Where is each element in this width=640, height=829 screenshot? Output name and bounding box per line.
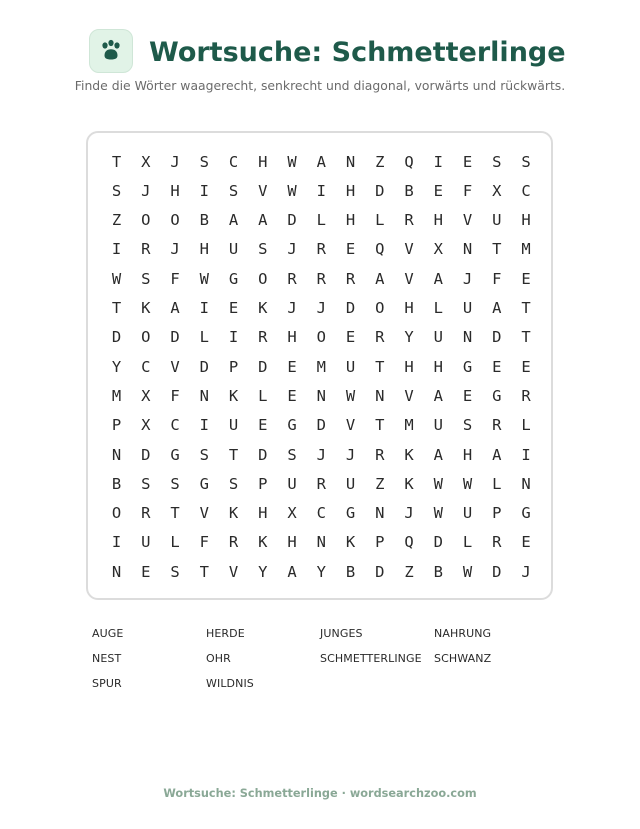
grid-cell[interactable]: U bbox=[462, 504, 473, 523]
grid-cell[interactable]: C bbox=[170, 416, 180, 435]
grid-cell[interactable]: I bbox=[199, 181, 210, 200]
grid-cell[interactable]: L bbox=[492, 474, 502, 493]
grid-cell[interactable]: E bbox=[521, 357, 531, 376]
grid-cell[interactable]: T bbox=[228, 445, 239, 464]
grid-cell[interactable]: V bbox=[404, 386, 414, 405]
grid-cell[interactable]: A bbox=[228, 211, 239, 230]
grid-cell[interactable]: D bbox=[258, 445, 268, 464]
grid-cell[interactable]: R bbox=[521, 386, 531, 405]
grid-cell[interactable]: E bbox=[345, 328, 356, 347]
grid-cell[interactable]: X bbox=[433, 240, 444, 259]
grid-cell[interactable]: I bbox=[199, 416, 210, 435]
grid-cell[interactable]: V bbox=[404, 269, 414, 288]
grid-cell[interactable]: Q bbox=[404, 152, 414, 171]
grid-cell[interactable]: Q bbox=[404, 533, 414, 552]
grid-cell[interactable]: R bbox=[492, 416, 502, 435]
grid-cell[interactable]: R bbox=[492, 533, 502, 552]
grid-cell[interactable]: X bbox=[141, 152, 151, 171]
grid-cell[interactable]: W bbox=[462, 562, 473, 581]
grid-cell[interactable]: W bbox=[433, 474, 444, 493]
grid-cell[interactable]: F bbox=[199, 533, 210, 552]
grid-cell[interactable]: L bbox=[521, 416, 531, 435]
grid-cell[interactable]: N bbox=[345, 152, 356, 171]
grid-cell[interactable]: N bbox=[375, 504, 385, 523]
grid-cell[interactable]: I bbox=[111, 240, 122, 259]
grid-cell[interactable]: U bbox=[228, 240, 239, 259]
grid-cell[interactable]: L bbox=[375, 211, 385, 230]
grid-cell[interactable]: A bbox=[170, 299, 180, 317]
word-list-item: NAHRUNG bbox=[434, 627, 492, 640]
grid-cell[interactable]: D bbox=[111, 328, 122, 347]
grid-cell[interactable]: S bbox=[228, 474, 239, 493]
grid-cell[interactable]: E bbox=[462, 152, 473, 171]
grid-cell[interactable]: U bbox=[433, 328, 444, 347]
grid-cell[interactable]: P bbox=[228, 357, 239, 376]
grid-cell[interactable]: Y bbox=[258, 562, 268, 581]
word-list-item: SCHMETTERLINGE bbox=[320, 652, 422, 665]
grid-cell[interactable]: D bbox=[492, 562, 502, 581]
grid-cell[interactable]: D bbox=[287, 211, 297, 230]
grid-cell[interactable]: G bbox=[199, 474, 210, 493]
grid-cell[interactable]: D bbox=[258, 357, 268, 376]
grid-cell[interactable]: J bbox=[170, 152, 180, 171]
grid-cell[interactable]: A bbox=[258, 211, 268, 230]
grid-cell[interactable]: H bbox=[170, 181, 180, 200]
grid-cell[interactable]: A bbox=[316, 152, 327, 171]
grid-cell[interactable]: J bbox=[316, 445, 327, 464]
grid-cell[interactable]: O bbox=[111, 504, 122, 523]
grid-cell[interactable]: D bbox=[345, 299, 356, 317]
grid-cell[interactable]: R bbox=[375, 445, 385, 464]
grid-cell[interactable]: K bbox=[345, 533, 356, 552]
grid-cell[interactable]: T bbox=[492, 240, 502, 259]
grid-cell[interactable]: K bbox=[258, 299, 268, 317]
grid-cell[interactable]: H bbox=[258, 504, 268, 523]
grid-cell[interactable]: A bbox=[492, 445, 502, 464]
grid-cell[interactable]: K bbox=[228, 386, 239, 405]
footer: Wortsuche: Schmetterlinge · wordsearchzoo.com bbox=[163, 787, 477, 800]
grid-cell[interactable]: E bbox=[141, 562, 151, 581]
grid-cell[interactable]: J bbox=[462, 269, 473, 288]
grid-cell[interactable]: E bbox=[492, 357, 502, 376]
grid-cell[interactable]: R bbox=[345, 269, 356, 288]
grid-cell[interactable]: E bbox=[345, 240, 356, 259]
grid-cell[interactable]: G bbox=[521, 504, 531, 523]
grid-cell[interactable]: K bbox=[404, 474, 414, 493]
grid-cell[interactable]: F bbox=[462, 181, 473, 200]
grid-cell[interactable]: O bbox=[258, 269, 268, 288]
grid-cell[interactable]: R bbox=[316, 240, 327, 259]
grid-cell[interactable]: V bbox=[345, 416, 356, 435]
grid-cell[interactable]: J bbox=[345, 445, 356, 464]
grid-cell[interactable]: Y bbox=[404, 328, 414, 347]
grid-cell[interactable]: L bbox=[258, 386, 268, 405]
grid-cell[interactable]: E bbox=[521, 269, 531, 288]
grid-cell[interactable]: P bbox=[375, 533, 385, 552]
grid-cell[interactable]: N bbox=[521, 474, 531, 493]
grid-cell[interactable]: N bbox=[316, 386, 327, 405]
grid-cell[interactable]: V bbox=[199, 504, 210, 523]
grid-cell[interactable]: P bbox=[258, 474, 268, 493]
grid-cell[interactable]: N bbox=[111, 562, 122, 581]
grid-cell[interactable]: S bbox=[170, 562, 180, 581]
grid-cell[interactable]: T bbox=[170, 504, 180, 523]
grid-cell[interactable]: M bbox=[521, 240, 531, 259]
grid-cell[interactable]: U bbox=[345, 474, 356, 493]
grid-cell[interactable]: O bbox=[141, 211, 151, 230]
grid-cell[interactable]: I bbox=[521, 445, 531, 464]
grid-cell[interactable]: I bbox=[228, 328, 239, 347]
grid-cell[interactable]: U bbox=[462, 299, 473, 317]
grid-cell[interactable]: C bbox=[141, 357, 151, 376]
grid-cell[interactable]: R bbox=[316, 269, 327, 288]
grid-cell[interactable]: J bbox=[404, 504, 414, 523]
grid-cell[interactable]: J bbox=[170, 240, 180, 259]
grid-cell[interactable]: S bbox=[199, 445, 210, 464]
grid-cell[interactable]: E bbox=[521, 533, 531, 552]
word-list-item: OHR bbox=[206, 652, 231, 665]
grid-cell[interactable]: E bbox=[462, 386, 473, 405]
grid-cell[interactable]: X bbox=[287, 504, 297, 523]
grid-cell[interactable]: S bbox=[287, 445, 297, 464]
grid-cell[interactable]: G bbox=[492, 386, 502, 405]
page-title: Wortsuche: Schmetterlinge bbox=[149, 37, 566, 68]
grid-cell[interactable]: U bbox=[433, 416, 444, 435]
grid-cell[interactable]: Q bbox=[375, 240, 385, 259]
grid-cell[interactable]: Z bbox=[375, 152, 385, 171]
grid-cell[interactable]: D bbox=[375, 181, 385, 200]
grid-cell[interactable]: H bbox=[345, 181, 356, 200]
grid-cell[interactable]: R bbox=[375, 328, 385, 347]
grid-cell[interactable]: R bbox=[141, 504, 151, 523]
word-list-item: NEST bbox=[92, 652, 122, 665]
grid-cell[interactable]: M bbox=[404, 416, 414, 435]
grid-cell[interactable]: G bbox=[228, 269, 239, 288]
grid-cell[interactable]: H bbox=[433, 211, 444, 230]
grid-cell[interactable]: D bbox=[141, 445, 151, 464]
grid-cell[interactable]: G bbox=[462, 357, 473, 376]
grid-cell[interactable]: N bbox=[111, 445, 122, 464]
grid-cell[interactable]: N bbox=[199, 386, 210, 405]
grid-cell[interactable]: A bbox=[433, 269, 444, 288]
grid-cell[interactable]: A bbox=[287, 562, 297, 581]
grid-cell[interactable]: V bbox=[404, 240, 414, 259]
grid-cell[interactable]: L bbox=[316, 211, 327, 230]
grid-cell[interactable]: J bbox=[316, 299, 327, 317]
grid-cell[interactable]: D bbox=[316, 416, 327, 435]
grid-cell[interactable]: R bbox=[316, 474, 327, 493]
grid-cell[interactable]: H bbox=[404, 299, 414, 317]
grid-cell[interactable]: S bbox=[141, 474, 151, 493]
grid-cell[interactable]: D bbox=[492, 328, 502, 347]
grid-cell[interactable]: D bbox=[170, 328, 180, 347]
grid-cell[interactable]: B bbox=[404, 181, 414, 200]
grid-cell[interactable]: A bbox=[433, 386, 444, 405]
grid-cell[interactable]: U bbox=[345, 357, 356, 376]
grid-cell[interactable]: X bbox=[141, 386, 151, 405]
grid-cell[interactable]: X bbox=[492, 181, 502, 200]
grid-cell[interactable]: W bbox=[287, 181, 297, 200]
grid-cell[interactable]: G bbox=[287, 416, 297, 435]
grid-cell[interactable]: C bbox=[521, 181, 531, 200]
grid-cell[interactable]: G bbox=[170, 445, 180, 464]
grid-cell[interactable]: L bbox=[433, 299, 444, 317]
grid-cell[interactable]: E bbox=[228, 299, 239, 317]
grid-cell[interactable]: H bbox=[258, 152, 268, 171]
grid-cell[interactable]: D bbox=[375, 562, 385, 581]
grid-cell[interactable]: A bbox=[433, 445, 444, 464]
grid-cell[interactable]: O bbox=[141, 328, 151, 347]
word-list-item: AUGE bbox=[92, 627, 124, 640]
grid-cell[interactable]: H bbox=[462, 445, 473, 464]
grid-cell[interactable]: X bbox=[141, 416, 151, 435]
grid-cell[interactable]: K bbox=[228, 504, 239, 523]
grid-cell[interactable]: I bbox=[111, 533, 122, 552]
grid-cell[interactable]: W bbox=[345, 386, 356, 405]
grid-cell[interactable]: J bbox=[287, 299, 297, 317]
grid-cell[interactable]: U bbox=[492, 211, 502, 230]
grid-cell[interactable]: F bbox=[492, 269, 502, 288]
grid-cell[interactable]: W bbox=[462, 474, 473, 493]
grid-cell[interactable]: Z bbox=[404, 562, 414, 581]
grid-cell[interactable]: N bbox=[462, 240, 473, 259]
grid-cell[interactable]: K bbox=[258, 533, 268, 552]
grid-cell[interactable]: Z bbox=[375, 474, 385, 493]
paw-icon bbox=[98, 38, 124, 64]
grid-cell[interactable]: W bbox=[287, 152, 297, 171]
grid-cell[interactable]: L bbox=[170, 533, 180, 552]
grid-cell[interactable]: O bbox=[316, 328, 327, 347]
grid-cell[interactable]: T bbox=[375, 416, 385, 435]
grid-cell[interactable]: T bbox=[199, 562, 210, 581]
grid-cell[interactable]: H bbox=[521, 211, 531, 230]
grid-cell[interactable]: N bbox=[375, 386, 385, 405]
grid-cell[interactable]: C bbox=[316, 504, 327, 523]
grid-cell[interactable]: V bbox=[228, 562, 239, 581]
grid-cell[interactable]: F bbox=[170, 269, 180, 288]
grid-cell[interactable]: U bbox=[287, 474, 297, 493]
grid-cell[interactable]: S bbox=[462, 416, 473, 435]
word-list-item: SCHWANZ bbox=[434, 652, 492, 665]
grid-cell[interactable]: T bbox=[111, 152, 122, 171]
grid-cell[interactable]: S bbox=[521, 152, 531, 171]
grid-cell[interactable]: H bbox=[404, 357, 414, 376]
grid-cell[interactable]: W bbox=[433, 504, 444, 523]
grid-cell[interactable]: E bbox=[287, 357, 297, 376]
grid-cell[interactable]: T bbox=[521, 328, 531, 347]
grid-cell[interactable]: R bbox=[141, 240, 151, 259]
grid-cell[interactable]: S bbox=[170, 474, 180, 493]
grid-cell[interactable]: J bbox=[141, 181, 151, 200]
grid-cell[interactable]: S bbox=[199, 152, 210, 171]
grid-cell[interactable]: J bbox=[521, 562, 531, 581]
grid-cell[interactable]: H bbox=[287, 533, 297, 552]
grid-cell[interactable]: T bbox=[521, 299, 531, 317]
grid-cell[interactable]: P bbox=[111, 416, 122, 435]
grid-cell[interactable]: D bbox=[199, 357, 210, 376]
grid-cell[interactable]: V bbox=[258, 181, 268, 200]
instructions: Finde die Wörter waagerecht, senkrecht und diagonal, vorwärts und rückwärts. bbox=[74, 78, 566, 93]
grid-cell[interactable]: E bbox=[287, 386, 297, 405]
grid-cell[interactable]: K bbox=[404, 445, 414, 464]
grid-cell[interactable]: F bbox=[170, 386, 180, 405]
grid-cell[interactable]: H bbox=[345, 211, 356, 230]
word-list-item: WILDNIS bbox=[206, 677, 254, 690]
grid-cell[interactable]: Z bbox=[111, 211, 122, 230]
grid-cell[interactable]: Y bbox=[316, 562, 327, 581]
logo bbox=[89, 29, 133, 73]
word-list-item: SPUR bbox=[92, 677, 122, 690]
grid-cell[interactable]: H bbox=[287, 328, 297, 347]
grid-cell[interactable]: D bbox=[433, 533, 444, 552]
grid-cell[interactable]: S bbox=[111, 181, 122, 200]
grid-cell[interactable]: K bbox=[141, 299, 151, 317]
grid-cell[interactable]: U bbox=[141, 533, 151, 552]
grid-cell[interactable]: B bbox=[433, 562, 444, 581]
grid-cell[interactable]: O bbox=[170, 211, 180, 230]
grid-cell[interactable]: B bbox=[111, 474, 122, 493]
word-list-item: JUNGES bbox=[320, 627, 363, 640]
grid-cell[interactable]: P bbox=[492, 504, 502, 523]
grid-cell[interactable]: T bbox=[375, 357, 385, 376]
grid-cell[interactable]: V bbox=[462, 211, 473, 230]
grid-cell[interactable]: A bbox=[375, 269, 385, 288]
grid-cell[interactable]: R bbox=[228, 533, 239, 552]
grid-cell[interactable]: W bbox=[199, 269, 210, 288]
header bbox=[0, 29, 640, 77]
grid-cell[interactable]: V bbox=[170, 357, 180, 376]
grid-cell[interactable]: M bbox=[316, 357, 327, 376]
grid-cell[interactable]: G bbox=[345, 504, 356, 523]
grid-cell[interactable]: E bbox=[433, 181, 444, 200]
grid-cell[interactable]: R bbox=[287, 269, 297, 288]
grid-cell[interactable]: B bbox=[199, 211, 210, 230]
grid-cell[interactable]: L bbox=[199, 328, 210, 347]
grid-cell[interactable]: N bbox=[462, 328, 473, 347]
grid-cell[interactable]: B bbox=[345, 562, 356, 581]
grid-cell[interactable]: W bbox=[111, 269, 122, 288]
grid-cell[interactable]: H bbox=[199, 240, 210, 259]
grid-cell[interactable]: T bbox=[111, 299, 122, 317]
grid-cell[interactable]: Y bbox=[111, 357, 122, 376]
grid-cell[interactable]: H bbox=[433, 357, 444, 376]
grid-cell[interactable]: S bbox=[141, 269, 151, 288]
grid-cell[interactable]: S bbox=[492, 152, 502, 171]
grid-cell[interactable]: L bbox=[462, 533, 473, 552]
grid-cell[interactable]: S bbox=[258, 240, 268, 259]
grid-cell[interactable]: I bbox=[316, 181, 327, 200]
grid-cell[interactable]: U bbox=[228, 416, 239, 435]
grid-cell[interactable]: J bbox=[287, 240, 297, 259]
word-list-item: HERDE bbox=[206, 627, 245, 640]
grid-cell[interactable]: A bbox=[492, 299, 502, 317]
grid-cell[interactable]: R bbox=[258, 328, 268, 347]
grid-cell[interactable]: E bbox=[258, 416, 268, 435]
grid-cell[interactable]: R bbox=[404, 211, 414, 230]
puzzle-grid-frame bbox=[86, 131, 553, 600]
grid-cell[interactable]: M bbox=[111, 386, 122, 405]
grid-cell[interactable]: I bbox=[433, 152, 444, 171]
grid-cell[interactable]: S bbox=[228, 181, 239, 200]
grid-cell[interactable]: O bbox=[375, 299, 385, 317]
grid-cell[interactable]: I bbox=[199, 299, 210, 317]
grid-cell[interactable]: C bbox=[228, 152, 239, 171]
grid-cell[interactable]: N bbox=[316, 533, 327, 552]
